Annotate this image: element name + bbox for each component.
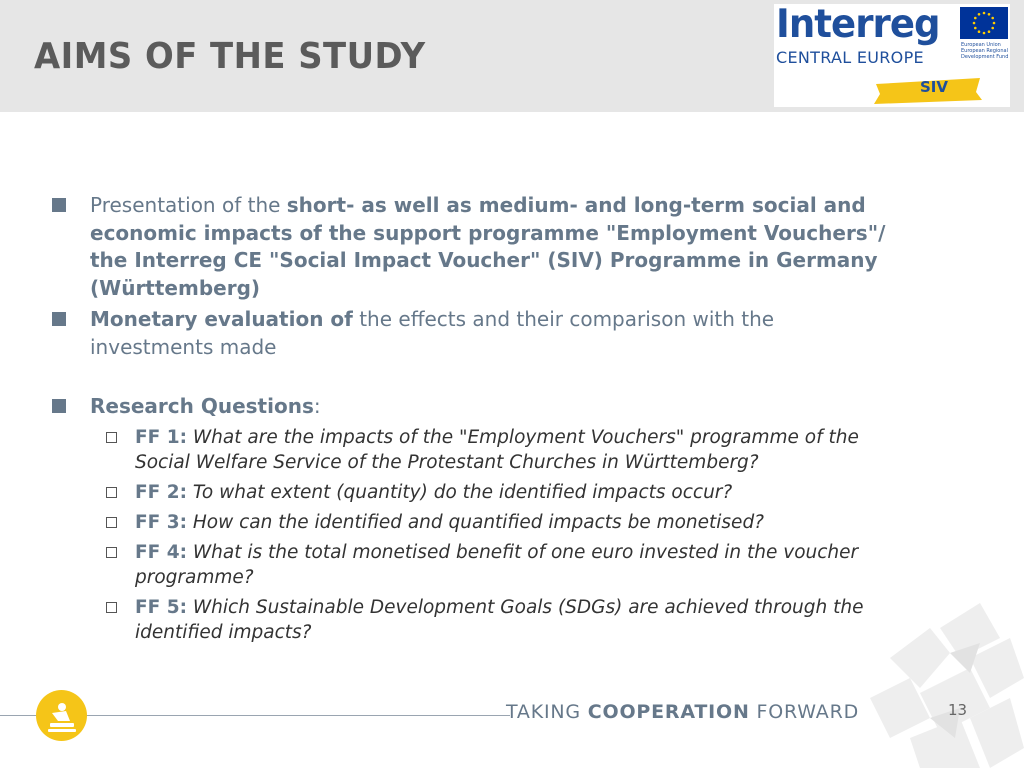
question-id: FF 4: bbox=[135, 541, 187, 563]
footer-tagline bbox=[506, 701, 859, 723]
bullet-emphasis: Monetary evaluation of bbox=[90, 307, 353, 331]
checkbox-square-icon bbox=[106, 547, 117, 558]
bullet-emphasis: short- as well as medium- and long-term social and economic impacts of the support programme "Employment Vouchers"/ the Interreg CE "Social Impact Voucher" (SIV) Programme in Germany (Württemberg) bbox=[90, 193, 886, 300]
footer-rule bbox=[0, 715, 40, 716]
bullet-text: Presentation of the bbox=[90, 193, 287, 217]
eu-line: European Union bbox=[961, 42, 1001, 48]
research-questions-list bbox=[52, 425, 902, 645]
interreg-logo bbox=[774, 4, 1010, 107]
research-question bbox=[52, 595, 902, 645]
question-id: FF 1: bbox=[135, 426, 187, 448]
checkbox-square-icon bbox=[106, 487, 117, 498]
footer-rule bbox=[86, 715, 510, 716]
eu-line: Development Fund bbox=[961, 54, 1009, 60]
research-question bbox=[52, 425, 902, 475]
slide-content bbox=[52, 192, 902, 650]
question-id: FF 5: bbox=[135, 596, 187, 618]
worker-icon bbox=[36, 690, 87, 741]
bullet-item bbox=[52, 192, 902, 302]
bullet-text: the effects and their comparison with the investments made bbox=[90, 307, 775, 359]
checkbox-square-icon bbox=[106, 432, 117, 443]
page-title: AIMS OF THE STUDY bbox=[34, 36, 426, 77]
siv-badge: SIV bbox=[920, 78, 948, 96]
question-text: What is the total monetised benefit of one euro invested in the voucher programme? bbox=[135, 541, 859, 588]
eu-line: European Regional bbox=[961, 48, 1008, 54]
logo-subtitle: CENTRAL EUROPE bbox=[776, 48, 924, 67]
checkbox-square-icon bbox=[106, 602, 117, 613]
checkbox-square-icon bbox=[106, 517, 117, 528]
bullet-item bbox=[52, 393, 902, 421]
spacer bbox=[52, 365, 902, 393]
decorative-geometric-shapes bbox=[860, 598, 1024, 768]
tagline-part: TAKING bbox=[506, 701, 588, 723]
bullet-item bbox=[52, 306, 902, 361]
bullet-emphasis: Research Questions bbox=[90, 394, 314, 418]
research-question bbox=[52, 480, 902, 505]
page-number: 13 bbox=[948, 701, 968, 719]
question-text: To what extent (quantity) do the identified impacts occur? bbox=[192, 481, 733, 503]
tagline-emphasis: COOPERATION bbox=[587, 701, 750, 723]
question-text: What are the impacts of the "Employment Vouchers" programme of the Social Welfare Service of the Protestant Churches in Württemberg? bbox=[135, 426, 859, 473]
question-text: How can the identified and quantified impacts be monetised? bbox=[192, 511, 765, 533]
question-text: Which Sustainable Development Goals (SDGs) are achieved through the identified impacts? bbox=[135, 596, 864, 643]
eu-fund-text bbox=[961, 42, 1009, 60]
project-icon bbox=[36, 690, 87, 741]
question-id: FF 3: bbox=[135, 511, 187, 533]
bullet-square-icon bbox=[52, 198, 66, 212]
question-id: FF 2: bbox=[135, 481, 187, 503]
bullet-square-icon bbox=[52, 312, 66, 326]
eu-flag-icon bbox=[960, 7, 1008, 39]
research-question bbox=[52, 540, 902, 590]
bullet-square-icon bbox=[52, 399, 66, 413]
logo-word: Interreg bbox=[776, 2, 940, 47]
research-question bbox=[52, 510, 902, 535]
tagline-part: FORWARD bbox=[749, 701, 860, 723]
bullet-text: : bbox=[313, 394, 321, 418]
